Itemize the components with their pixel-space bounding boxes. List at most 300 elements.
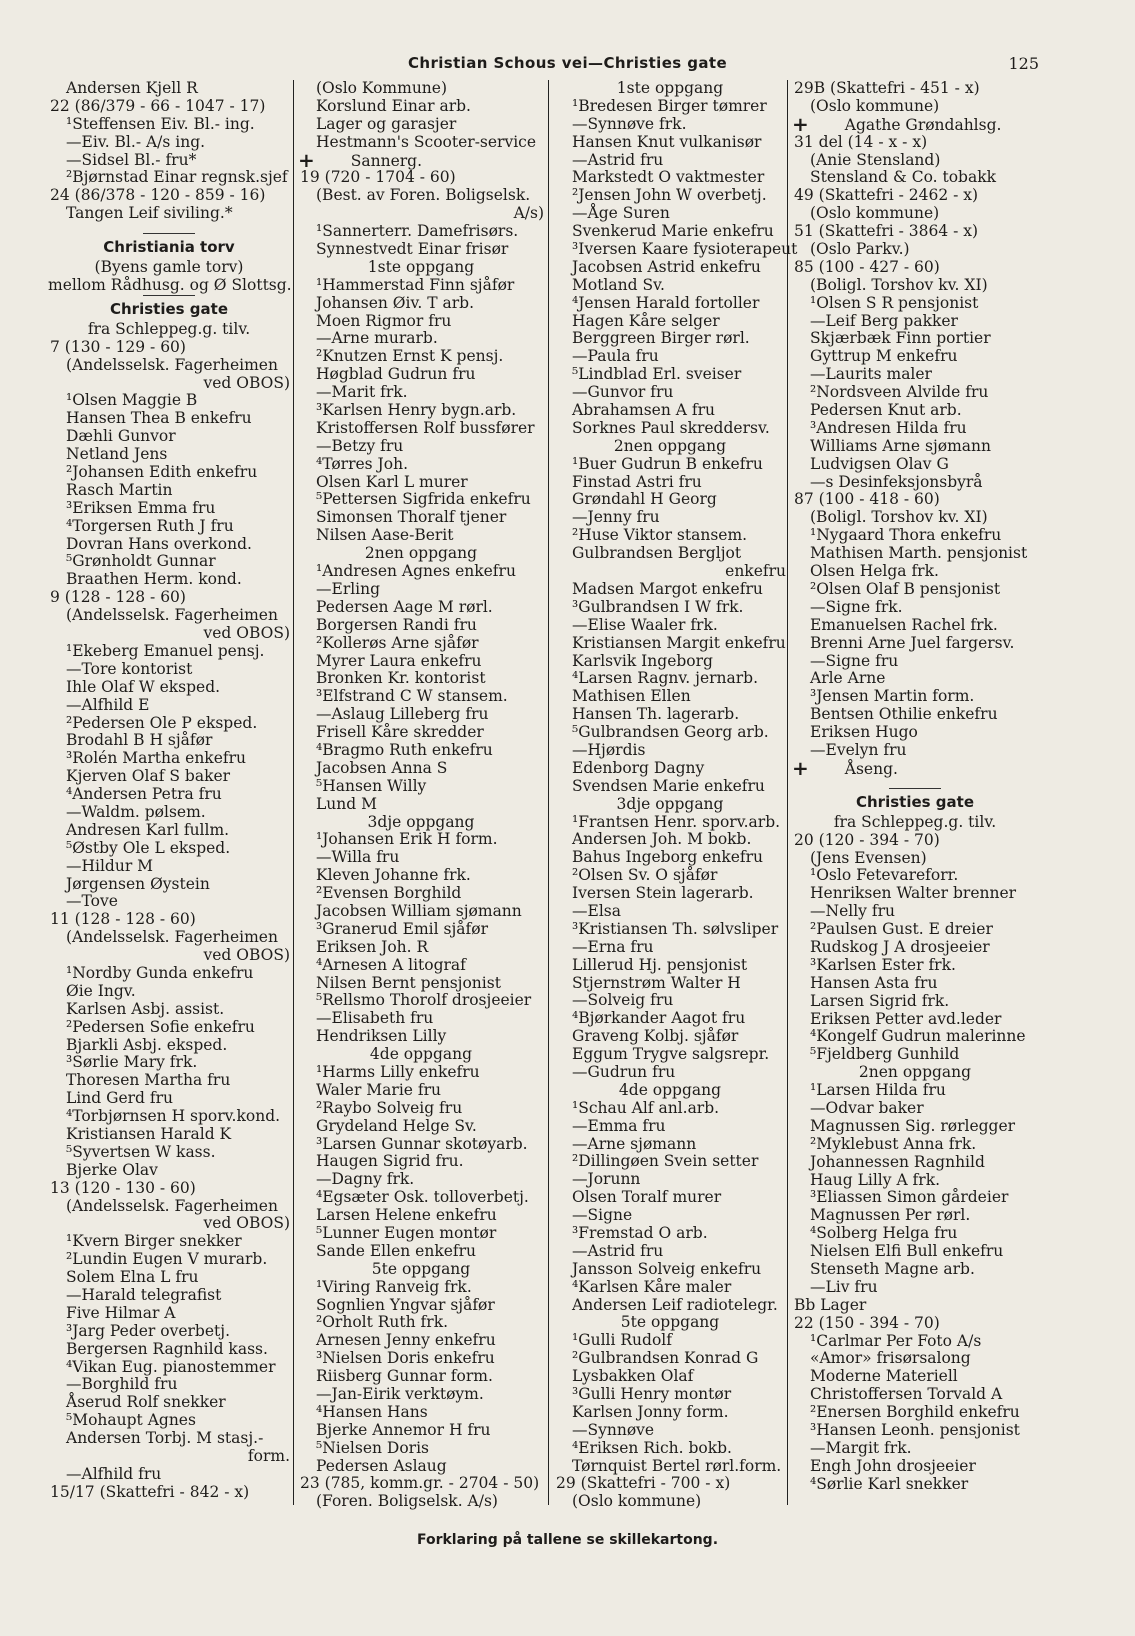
resident-line: —Tove (66, 892, 118, 911)
resident-line: Edenborg Dagny (572, 758, 705, 777)
resident-line: ⁵Mohaupt Agnes (66, 1411, 196, 1430)
resident-line: Larsen Helene enkefru (316, 1206, 497, 1225)
resident-line: ²Bjørnstad Einar regnsk.sjef (66, 168, 288, 187)
resident-line: ⁵Nielsen Doris (316, 1438, 429, 1457)
resident-line: Abrahamsen A fru (572, 401, 715, 420)
section-subheading: mellom Rådhusg. og Ø Slottsg. (48, 276, 292, 295)
cross-street-marker-icon: + (298, 147, 315, 172)
section-subheading: 2nen oppgang (858, 1063, 972, 1082)
resident-line: Henriksen Walter brenner (810, 884, 1017, 903)
resident-line: Emanuelsen Rachel frk. (810, 615, 998, 634)
resident-line: —Margit frk. (810, 1438, 912, 1457)
resident-line: ³Elfstrand C W stansem. (316, 687, 508, 706)
resident-line: Bergersen Ragnhild kass. (66, 1339, 268, 1358)
resident-line: Dovran Hans overkond. (66, 534, 252, 553)
address-entry: 51 (Skattefri - 3864 - x) (794, 222, 979, 241)
resident-line: —Åge Suren (572, 204, 670, 223)
resident-line: —Synnøve (572, 1420, 655, 1439)
resident-line: ⁵Rellsmo Thorolf drosjeeier (316, 991, 532, 1010)
cross-street-line (792, 755, 1038, 780)
resident-line: —Alfhild fru (66, 1464, 162, 1483)
section-subheading: 3dje oppgang (616, 794, 724, 813)
cross-street-name: Sannerg. (350, 151, 423, 170)
resident-line: ⁵Grønholdt Gunnar (66, 552, 216, 571)
resident-line: Williams Arne sjømann (810, 436, 991, 455)
resident-line: Christoffersen Torvald A (810, 1385, 1003, 1404)
resident-line: Markstedt O vaktmester (572, 168, 765, 187)
address-entry: 15/17 (Skattefri - 842 - x) (50, 1482, 250, 1501)
resident-line: —Astrid fru (572, 1241, 664, 1260)
resident-line: Bentsen Othilie enkefru (810, 705, 998, 724)
resident-line: Kristiansen Margit enkefru (572, 633, 786, 652)
resident-line: ¹Harms Lilly enkefru (316, 1062, 480, 1081)
column-divider (293, 80, 294, 1505)
resident-line: ⁴Solberg Helga fru (810, 1224, 958, 1243)
resident-line: —Solveig fru (572, 991, 674, 1010)
resident-line: ³Sørlie Mary frk. (66, 1053, 198, 1072)
page-header (0, 54, 1135, 78)
section-subheading: 3dje oppgang (367, 812, 475, 831)
resident-line: Braathen Herm. kond. (66, 570, 242, 589)
resident-line: —Emma fru (572, 1116, 666, 1135)
resident-line: Jacobsen Anna S (316, 758, 448, 777)
resident-line: Arnesen Jenny enkefru (316, 1331, 496, 1350)
resident-line: ²Olsen Olaf B pensjonist (810, 579, 1001, 598)
address-entry: 22 (86/379 - 66 - 1047 - 17) (50, 96, 266, 115)
resident-line: ⁵Syvertsen W kass. (66, 1142, 216, 1161)
spacer (792, 778, 1038, 788)
resident-line: Simonsen Thoralf tjener (316, 508, 507, 527)
resident-line: ⁴Hansen Hans (316, 1402, 428, 1421)
resident-line: —Gunvor fru (572, 383, 674, 402)
resident-line: —Marit frk. (316, 383, 408, 402)
resident-line: (Andelsselsk. Fagerheimen (66, 928, 278, 947)
resident-line: Myrer Laura enkefru (316, 651, 482, 670)
resident-line: Mathisen Marth. pensjonist (810, 544, 1028, 563)
resident-line: —Alfhild E (66, 695, 150, 714)
resident-line: ³Jarg Peder overbetj. (66, 1321, 230, 1340)
resident-line: Moderne Materiell (810, 1367, 958, 1386)
resident-line: Bronken Kr. kontorist (316, 669, 486, 688)
resident-line: Grøndahl H Georg (572, 490, 717, 509)
resident-line: Jacobsen William sjømann (316, 901, 522, 920)
continuation-line: ved OBOS) (203, 624, 290, 643)
resident-line: Eggum Trygve salgsrepr. (572, 1045, 770, 1064)
section-subheading: 5te oppgang (371, 1259, 471, 1278)
resident-line: ³Gulli Henry montør (572, 1385, 732, 1404)
resident-line: Rudskog J A drosjeeier (810, 937, 990, 956)
resident-line: Hendriksen Lilly (316, 1027, 447, 1046)
resident-line: Nilsen Bernt pensjonist (316, 973, 501, 992)
resident-line: Eriksen Petter avd.leder (810, 1009, 1002, 1028)
resident-line: ²Evensen Borghild (316, 884, 462, 903)
resident-line: ⁴Bjørkander Aagot fru (572, 1009, 746, 1028)
resident-line: (Oslo Kommune) (316, 79, 448, 97)
resident-line: Jansson Solveig enkefru (572, 1259, 762, 1278)
resident-line: ¹Olsen Maggie B (66, 391, 198, 410)
resident-line: ⁴Egsæter Osk. tolloverbetj. (316, 1188, 529, 1207)
section-subheading: 2nen oppgang (364, 544, 478, 563)
resident-line: —Willa fru (316, 848, 400, 867)
resident-line: —Nelly fru (810, 902, 895, 921)
resident-line: Waler Marie fru (316, 1080, 441, 1099)
resident-line: Borgersen Randi fru (316, 615, 477, 634)
footer-note: Forklaring på tallene se skillekartong. (416, 1532, 719, 1548)
resident-line: ³Iversen Kaare fysioterapeut (572, 240, 798, 259)
resident-line: Gyttrup M enkefru (810, 347, 958, 366)
resident-line: ⁴Jensen Harald fortoller (572, 293, 760, 312)
resident-line: ²Olsen Sv. O sjåfør (572, 866, 718, 885)
resident-line: ¹Nygaard Thora enkefru (810, 526, 1002, 545)
resident-line: ²Jensen John W overbetj. (572, 186, 767, 205)
resident-line: ¹Olsen S R pensjonist (810, 293, 979, 312)
resident-line: (Best. av Foren. Boligselsk. (316, 186, 531, 205)
resident-line: Lund M (316, 794, 377, 813)
resident-line: ⁵Hansen Willy (316, 776, 427, 795)
resident-line: Frisell Kåre skredder (316, 723, 484, 742)
resident-line: —Borghild fru (66, 1375, 178, 1394)
column-divider (548, 80, 549, 1505)
resident-line: ¹Buer Gudrun B enkefru (572, 454, 763, 473)
resident-line: Dæhli Gunvor (66, 427, 176, 446)
resident-line: —Signe (572, 1206, 633, 1225)
resident-line: Hansen Asta fru (810, 973, 938, 992)
resident-line: —Laurits maler (810, 365, 932, 384)
resident-line: Jørgensen Øystein (66, 874, 210, 893)
continuation-line: ved OBOS) (203, 946, 290, 965)
resident-line: —Elisabeth fru (316, 1009, 434, 1028)
resident-line: Høgblad Gudrun fru (316, 365, 476, 384)
resident-line: ³Rolén Martha enkefru (66, 749, 247, 768)
resident-line: Andersen Joh. M bokb. (572, 830, 752, 849)
resident-line: Nielsen Elfi Bull enkefru (810, 1242, 1004, 1261)
resident-line: ¹Ekeberg Emanuel pensj. (66, 641, 265, 660)
resident-line: ⁴Andersen Petra fru (66, 785, 222, 804)
resident-line: Sorknes Paul skreddersv. (572, 418, 770, 437)
resident-line: Eriksen Hugo (810, 723, 918, 742)
continuation-line: ved OBOS) (203, 373, 290, 392)
resident-line: ²Myklebust Anna frk. (810, 1134, 977, 1153)
resident-line: —Aslaug Lilleberg fru (316, 705, 489, 724)
resident-line: ³Andresen Hilda fru (810, 418, 967, 437)
resident-line: Åserud Rolf snekker (66, 1393, 226, 1412)
resident-line: Motland Sv. (572, 275, 665, 294)
resident-line: Ludvigsen Olav G (810, 454, 949, 473)
resident-line: Lager og garasjer (316, 114, 457, 133)
resident-line: Moen Rigmor fru (316, 311, 452, 330)
resident-line: ³Larsen Gunnar skotøyarb. (316, 1134, 528, 1153)
section-subheading: 5te oppgang (620, 1313, 720, 1332)
street-heading: Christiania torv (48, 233, 290, 259)
resident-line: Karlsen Jonny form. (572, 1402, 729, 1421)
continuation-line: ved OBOS) (203, 1214, 290, 1233)
resident-line: ¹Kvern Birger snekker (66, 1232, 242, 1251)
cross-street-marker-icon: + (792, 755, 809, 780)
cross-street-line (298, 147, 544, 172)
section-subheading: 1ste oppgang (367, 257, 475, 276)
resident-line: —Sidsel Bl.- fru* (66, 150, 197, 169)
resident-line: Johannessen Ragnhild (810, 1152, 985, 1171)
resident-line: ⁵Fjeldberg Gunhild (810, 1045, 960, 1064)
resident-line: ⁴Vikan Eug. pianostemmer (66, 1357, 276, 1376)
resident-line: Arle Arne (810, 669, 886, 688)
address-entry: 22 (150 - 394 - 70) (794, 1313, 940, 1332)
address-entry: 29 (Skattefri - 700 - x) (556, 1474, 731, 1493)
resident-line: ²Pedersen Ole P eksped. (66, 713, 258, 732)
street-heading: Christies gate (792, 788, 1038, 814)
resident-line: ¹Viring Ranveig frk. (316, 1277, 472, 1296)
resident-line: ³Fremstad O arb. (572, 1224, 708, 1242)
resident-line: ⁴Arnesen A litograf (316, 955, 466, 974)
resident-line: Svendsen Marie enkefru (572, 776, 765, 795)
resident-line: ¹Schau Alf anl.arb. (572, 1098, 720, 1117)
resident-line: —Harald telegrafist (66, 1286, 222, 1304)
resident-line: Thoresen Martha fru (66, 1071, 231, 1090)
resident-line: ¹Johansen Erik H form. (316, 830, 498, 849)
resident-line: Stenseth Magne arb. (810, 1260, 975, 1278)
resident-line: —Evelyn fru (810, 740, 907, 759)
address-entry: 23 (785, komm.gr. - 2704 - 50) (300, 1474, 540, 1493)
resident-line: Ihle Olaf W eksped. (66, 677, 221, 696)
resident-line: Andersen Leif radiotelegr. (572, 1295, 778, 1314)
resident-line: Hagen Kåre selger (572, 311, 720, 330)
resident-line: Netland Jens (66, 445, 168, 464)
resident-line: Nilsen Aase-Berit (316, 526, 454, 545)
resident-line: ²Lundin Eugen V murarb. (66, 1250, 268, 1269)
directory-column-2 (298, 80, 544, 1511)
resident-line: Pedersen Aage M rørl. (316, 597, 493, 616)
directory-column-1 (48, 80, 290, 1502)
resident-line: Solem Elna L fru (66, 1268, 199, 1287)
resident-line: ³Nielsen Doris enkefru (316, 1349, 495, 1368)
cross-street-name: Agathe Grøndahlsg. (844, 115, 1002, 134)
resident-line: ⁵Lindblad Erl. sveiser (572, 365, 742, 384)
resident-line: Andersen Torbj. M stasj.- (66, 1429, 264, 1448)
resident-line: Skjærbæk Finn portier (810, 329, 991, 348)
resident-line: Bahus Ingeborg enkefru (572, 848, 764, 867)
street-heading: Christies gate (48, 295, 290, 321)
section-subheading: (Byens gamle torv) (94, 258, 244, 277)
resident-line: Larsen Sigrid frk. (810, 991, 950, 1010)
resident-line: Finstad Astri fru (572, 472, 702, 491)
resident-line: —Elise Waaler frk. (572, 615, 718, 634)
resident-line: ¹Bredesen Birger tømrer (572, 96, 767, 115)
resident-line: ¹Oslo Fetevareforr. (810, 866, 959, 885)
resident-line: Kristoffersen Rolf bussfører (316, 418, 535, 437)
resident-line: Sognlien Yngvar sjåfør (316, 1295, 495, 1314)
resident-line: ²Dillingøen Svein setter (572, 1152, 759, 1171)
resident-line: Bjerke Olav (66, 1160, 158, 1179)
address-entry: 29B (Skattefri - 451 - x) (794, 79, 980, 97)
resident-line: ³Kristiansen Th. sølvsliper (572, 919, 779, 938)
resident-line: Tørnquist Bertel rørl.form. (572, 1456, 782, 1475)
address-entry: 87 (100 - 418 - 60) (794, 490, 940, 509)
resident-line: Engh John drosjeeier (810, 1456, 976, 1475)
resident-line: ¹Carlmar Per Foto A/s (810, 1331, 982, 1350)
resident-line: Graveng Kolbj. sjåfør (572, 1027, 739, 1046)
resident-line: Brenni Arne Juel fargersv. (810, 633, 1015, 652)
resident-line: ²Huse Viktor stansem. (572, 526, 748, 545)
resident-line: —Signe frk. (810, 597, 903, 616)
continuation-line: A/s) (513, 204, 544, 223)
resident-line: Five Hilmar A (66, 1303, 176, 1322)
address-entry: 7 (130 - 129 - 60) (50, 337, 186, 356)
resident-line: Johansen Øiv. T arb. (316, 293, 474, 312)
resident-line: (Oslo kommune) (572, 1492, 702, 1511)
resident-line: Lysbakken Olaf (572, 1367, 694, 1386)
resident-line: Bjarkli Asbj. eksped. (66, 1035, 228, 1054)
resident-line: ³Jensen Martin form. (810, 687, 975, 706)
resident-line: —Jenny fru (572, 508, 660, 527)
resident-line: —Synnøve frk. (572, 114, 687, 133)
resident-line: Svenkerud Marie enkefru (572, 222, 774, 241)
section-subheading: fra Schleppeg.g. tilv. (833, 812, 997, 831)
spacer (48, 223, 290, 233)
address-entry: 11 (128 - 128 - 60) (50, 910, 196, 929)
resident-line: —Signe fru (810, 651, 899, 670)
resident-line: ⁵Gulbrandsen Georg arb. (572, 723, 769, 742)
resident-line: ⁴Torgersen Ruth J fru (66, 516, 234, 535)
resident-line: Hansen Knut vulkanisør (572, 132, 762, 151)
resident-line: —Odvar baker (810, 1098, 924, 1117)
resident-line: —Astrid fru (572, 150, 664, 169)
resident-line: (Oslo kommune) (810, 204, 940, 223)
resident-line: (Andelsselsk. Fagerheimen (66, 606, 278, 625)
resident-line: ¹Larsen Hilda fru (810, 1081, 946, 1100)
resident-line: Tangen Leif siviling.* (66, 204, 233, 223)
resident-line: (Anie Stensland) (810, 150, 941, 169)
address-entry: 24 (86/378 - 120 - 859 - 16) (50, 186, 266, 205)
resident-line: (Oslo kommune) (810, 96, 940, 115)
resident-line: Stjernstrøm Walter H (572, 973, 741, 992)
resident-line: Lind Gerd fru (66, 1089, 174, 1108)
resident-line: —Erling (316, 579, 381, 598)
resident-line: (Boligl. Torshov kv. XI) (810, 508, 988, 527)
resident-line: ³Eriksen Emma fru (66, 498, 216, 517)
resident-line: ⁵Pettersen Sigfrida enkefru (316, 490, 531, 509)
resident-line: Andersen Kjell R (66, 79, 198, 97)
address-entry: 9 (128 - 128 - 60) (50, 588, 186, 607)
resident-line: Andresen Karl fullm. (66, 820, 230, 839)
resident-line: ²Enersen Borghild enkefru (810, 1403, 1020, 1422)
resident-line: Karlsvik Ingeborg (572, 651, 713, 670)
address-entry: 49 (Skattefri - 2462 - x) (794, 186, 979, 205)
resident-line: (Foren. Boligselsk. A/s) (316, 1492, 498, 1511)
resident-line: —Liv fru (810, 1277, 878, 1296)
resident-line: Eriksen Joh. R (316, 937, 429, 956)
continuation-line: form. (247, 1447, 290, 1466)
resident-line: Hestmann's Scooter-service (316, 132, 537, 151)
resident-line: (Andelsselsk. Fagerheimen (66, 355, 278, 374)
resident-line: Gulbrandsen Bergljot (572, 544, 742, 563)
directory-column-3 (554, 79, 798, 1511)
section-subheading: 2nen oppgang (613, 436, 727, 455)
resident-line: ²Kollerøs Arne sjåfør (316, 633, 479, 652)
section-subheading: 4de oppgang (369, 1045, 473, 1064)
resident-line: —Tore kontorist (66, 659, 193, 678)
resident-line: Mathisen Ellen (572, 687, 691, 706)
resident-line: ³Karlsen Henry bygn.arb. (316, 401, 517, 420)
resident-line: Synnestvedt Einar frisør (316, 240, 509, 259)
resident-line: —Paula fru (572, 347, 659, 366)
resident-line: ⁴Tørres Joh. (316, 454, 409, 473)
resident-line: —Hildur M (66, 856, 154, 875)
resident-line: —s Desinfeksjonsbyrå (810, 472, 983, 491)
resident-line: ²Paulsen Gust. E dreier (810, 920, 993, 939)
resident-line: Iversen Stein lagerarb. (572, 884, 754, 903)
resident-line: ³Hansen Leonh. pensjonist (810, 1421, 1020, 1440)
resident-line: Berggreen Birger rørl. (572, 329, 750, 348)
resident-line: ⁴Larsen Ragnv. jernarb. (572, 669, 759, 688)
resident-line: (Boligl. Torshov kv. XI) (810, 275, 988, 294)
resident-line: Korslund Einar arb. (316, 96, 471, 115)
resident-line: Olsen Toralf murer (572, 1188, 722, 1207)
resident-line: Hansen Th. lagerarb. (572, 705, 740, 724)
resident-line: Haug Lilly A frk. (810, 1170, 941, 1189)
resident-line: ¹Hammerstad Finn sjåfør (316, 275, 515, 294)
resident-line: ¹Steffensen Eiv. Bl.- ing. (66, 114, 255, 133)
cross-street-marker-icon: + (792, 111, 809, 136)
resident-line: ⁵Østby Ole L eksped. (66, 838, 231, 857)
resident-line: «Amor» frisørsalong (810, 1349, 971, 1368)
resident-line: Øie Ingv. (66, 981, 136, 1000)
resident-line: ⁴Sørlie Karl snekker (810, 1474, 969, 1493)
resident-line: Olsen Helga frk. (810, 562, 939, 581)
resident-line: ³Granerud Emil sjåfør (316, 919, 488, 938)
section-subheading: 4de oppgang (618, 1080, 722, 1099)
resident-line: Rasch Martin (66, 480, 173, 499)
resident-line: ²Johansen Edith enkefru (66, 463, 258, 482)
section-subheading: fra Schleppeg.g. tilv. (87, 319, 251, 338)
resident-line: Karlsen Asbj. assist. (66, 999, 225, 1018)
address-entry: 13 (120 - 130 - 60) (50, 1178, 196, 1197)
resident-line: Madsen Margot enkefru (572, 579, 763, 598)
resident-line: ²Nordsveen Alvilde fru (810, 383, 989, 402)
resident-line: Riisberg Gunnar form. (316, 1367, 493, 1386)
resident-line: —Dagny frk. (316, 1170, 415, 1189)
resident-line: Magnussen Per rørl. (810, 1206, 971, 1225)
resident-line: ¹Frantsen Henr. sporv.arb. (572, 812, 781, 831)
resident-line: ¹Nordby Gunda enkefru (66, 963, 254, 982)
cross-street-name: Åseng. (844, 759, 898, 778)
resident-line: Sande Ellen enkefru (316, 1241, 477, 1260)
resident-line: —Elsa (572, 901, 621, 920)
resident-line: Haugen Sigrid fru. (316, 1152, 464, 1171)
resident-line: ¹Gulli Rudolf (572, 1331, 672, 1350)
resident-line: Kjerven Olaf S baker (66, 767, 231, 786)
resident-line: Lillerud Hj. pensjonist (572, 955, 748, 974)
address-entry: 85 (100 - 427 - 60) (794, 257, 940, 276)
column-divider (787, 80, 788, 1505)
resident-line: Stensland & Co. tobakk (810, 168, 996, 187)
resident-line: ⁴Karlsen Kåre maler (572, 1277, 732, 1296)
resident-line: Bjerke Annemor H fru (316, 1420, 491, 1439)
resident-line: ²Knutzen Ernst K pensj. (316, 347, 504, 366)
cross-street-line (792, 111, 1038, 136)
resident-line: (Andelsselsk. Fagerheimen (66, 1196, 278, 1215)
page-number: 125 (1008, 54, 1039, 73)
resident-line: ²Gulbrandsen Konrad G (572, 1349, 759, 1368)
resident-line: —Gudrun fru (572, 1062, 676, 1081)
resident-line: ³Gulbrandsen I W frk. (572, 597, 744, 616)
resident-line: ⁴Bragmo Ruth enkefru (316, 740, 493, 759)
resident-line: ¹Andresen Agnes enkefru (316, 562, 516, 581)
resident-line: Olsen Karl L murer (316, 472, 468, 491)
address-entry: 20 (120 - 394 - 70) (794, 830, 940, 849)
resident-line: Pedersen Knut arb. (810, 401, 962, 420)
resident-line: —Waldm. pølsem. (66, 802, 206, 821)
resident-line: Magnussen Sig. rørlegger (810, 1116, 1016, 1135)
